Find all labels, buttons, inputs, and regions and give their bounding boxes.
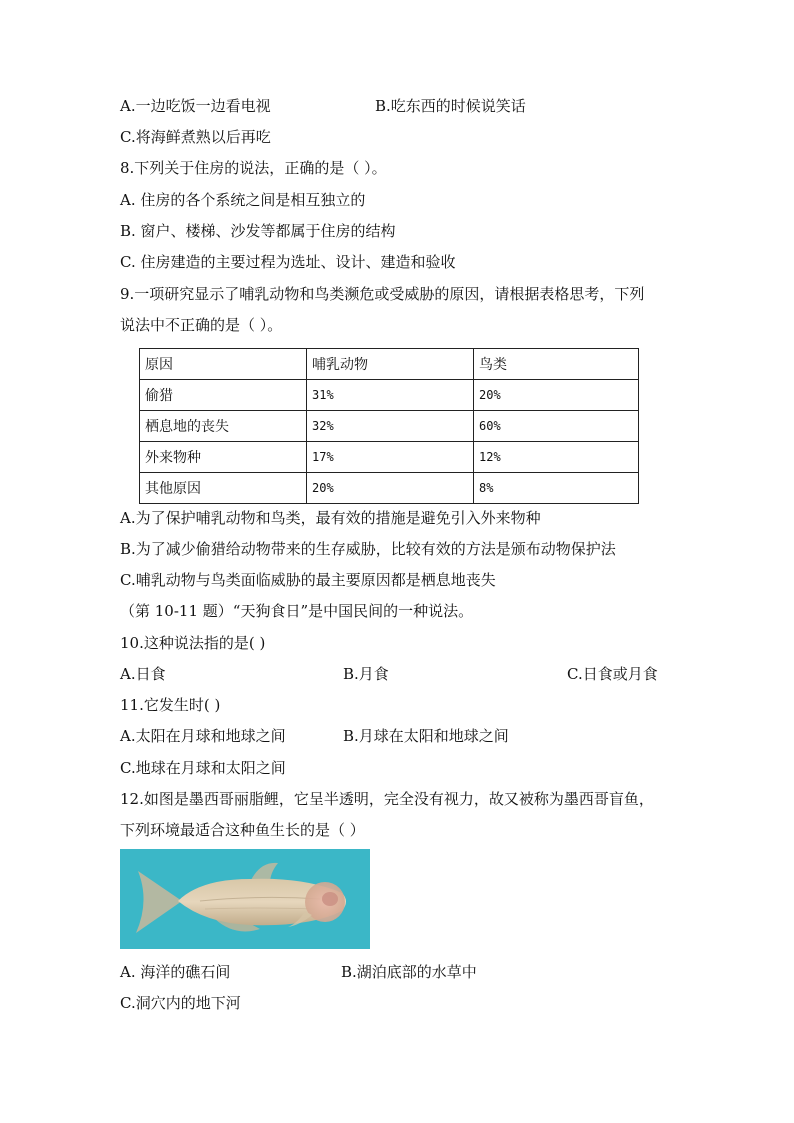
q7-option-b: B.吃东西的时候说笑话 bbox=[375, 97, 526, 115]
q11-stem: 11.它发生时( ) bbox=[120, 696, 221, 714]
q11-option-b: B.月球在太阳和地球之间 bbox=[343, 727, 509, 745]
q12-option-a: A. 海洋的礁石间 bbox=[120, 963, 231, 981]
table-cell: 32% bbox=[307, 411, 474, 442]
q8-option-a: A. 住房的各个系统之间是相互独立的 bbox=[120, 191, 366, 209]
q12-option-c: C.洞穴内的地下河 bbox=[120, 994, 241, 1012]
threat-causes-table bbox=[139, 348, 639, 504]
table-cell: 60% bbox=[474, 411, 639, 442]
table-header-cell: 鸟类 bbox=[474, 349, 639, 380]
q8-option-c: C. 住房建造的主要过程为选址、设计、建造和验收 bbox=[120, 253, 456, 271]
q9-stem-line2: 说法中不正确的是（ ）。 bbox=[120, 316, 283, 334]
q9-option-a: A.为了保护哺乳动物和鸟类，最有效的措施是避免引入外来物种 bbox=[120, 509, 541, 527]
table-row bbox=[140, 411, 639, 442]
q10-option-b: B.月食 bbox=[343, 665, 389, 683]
q10-option-c: C.日食或月食 bbox=[567, 665, 658, 683]
table-cell: 栖息地的丧失 bbox=[140, 411, 307, 442]
q12-stem-line1: 12.如图是墨西哥丽脂鲤，它呈半透明，完全没有视力，故又被称为墨西哥盲鱼， bbox=[120, 790, 654, 808]
q9-stem-line1: 9.一项研究显示了哺乳动物和鸟类濒危或受威胁的原因，请根据表格思考，下列 bbox=[120, 285, 645, 303]
table-header-cell: 原因 bbox=[140, 349, 307, 380]
q9-option-c: C.哺乳动物与鸟类面临威胁的最主要原因都是栖息地丧失 bbox=[120, 571, 496, 589]
q7-option-c: C.将海鲜煮熟以后再吃 bbox=[120, 128, 271, 146]
table-cell: 20% bbox=[307, 473, 474, 504]
q9-option-b: B.为了减少偷猎给动物带来的生存威胁，比较有效的方法是颁布动物保护法 bbox=[120, 540, 616, 558]
q11-option-a: A.太阳在月球和地球之间 bbox=[120, 727, 286, 745]
q10-stem: 10.这种说法指的是( ) bbox=[120, 634, 266, 652]
q10-11-intro: （第 10-11 题）“天狗食日”是中国民间的一种说法。 bbox=[120, 602, 474, 620]
table-row bbox=[140, 473, 639, 504]
q12-stem-line2: 下列环境最适合这种鱼生长的是（ ） bbox=[120, 821, 365, 839]
q12-option-b: B.湖泊底部的水草中 bbox=[341, 963, 477, 981]
table-cell: 其他原因 bbox=[140, 473, 307, 504]
q7-option-a: A.一边吃饭一边看电视 bbox=[120, 97, 271, 115]
table-header-cell: 哺乳动物 bbox=[307, 349, 474, 380]
q8-option-b: B. 窗户、楼梯、沙发等都属于住房的结构 bbox=[120, 222, 396, 240]
table-cell: 17% bbox=[307, 442, 474, 473]
table-row bbox=[140, 442, 639, 473]
q11-option-c: C.地球在月球和太阳之间 bbox=[120, 759, 286, 777]
table-cell: 8% bbox=[474, 473, 639, 504]
table-cell: 20% bbox=[474, 380, 639, 411]
table-cell: 偷猎 bbox=[140, 380, 307, 411]
q8-stem: 8.下列关于住房的说法，正确的是（ ）。 bbox=[120, 159, 387, 177]
q10-option-a: A.日食 bbox=[120, 665, 166, 683]
table-row bbox=[140, 380, 639, 411]
table-cell: 12% bbox=[474, 442, 639, 473]
table-header-row bbox=[140, 349, 639, 380]
table-cell: 31% bbox=[307, 380, 474, 411]
fish-illustration bbox=[120, 849, 370, 949]
blind-cavefish-photo bbox=[120, 849, 370, 949]
table-cell: 外来物种 bbox=[140, 442, 307, 473]
